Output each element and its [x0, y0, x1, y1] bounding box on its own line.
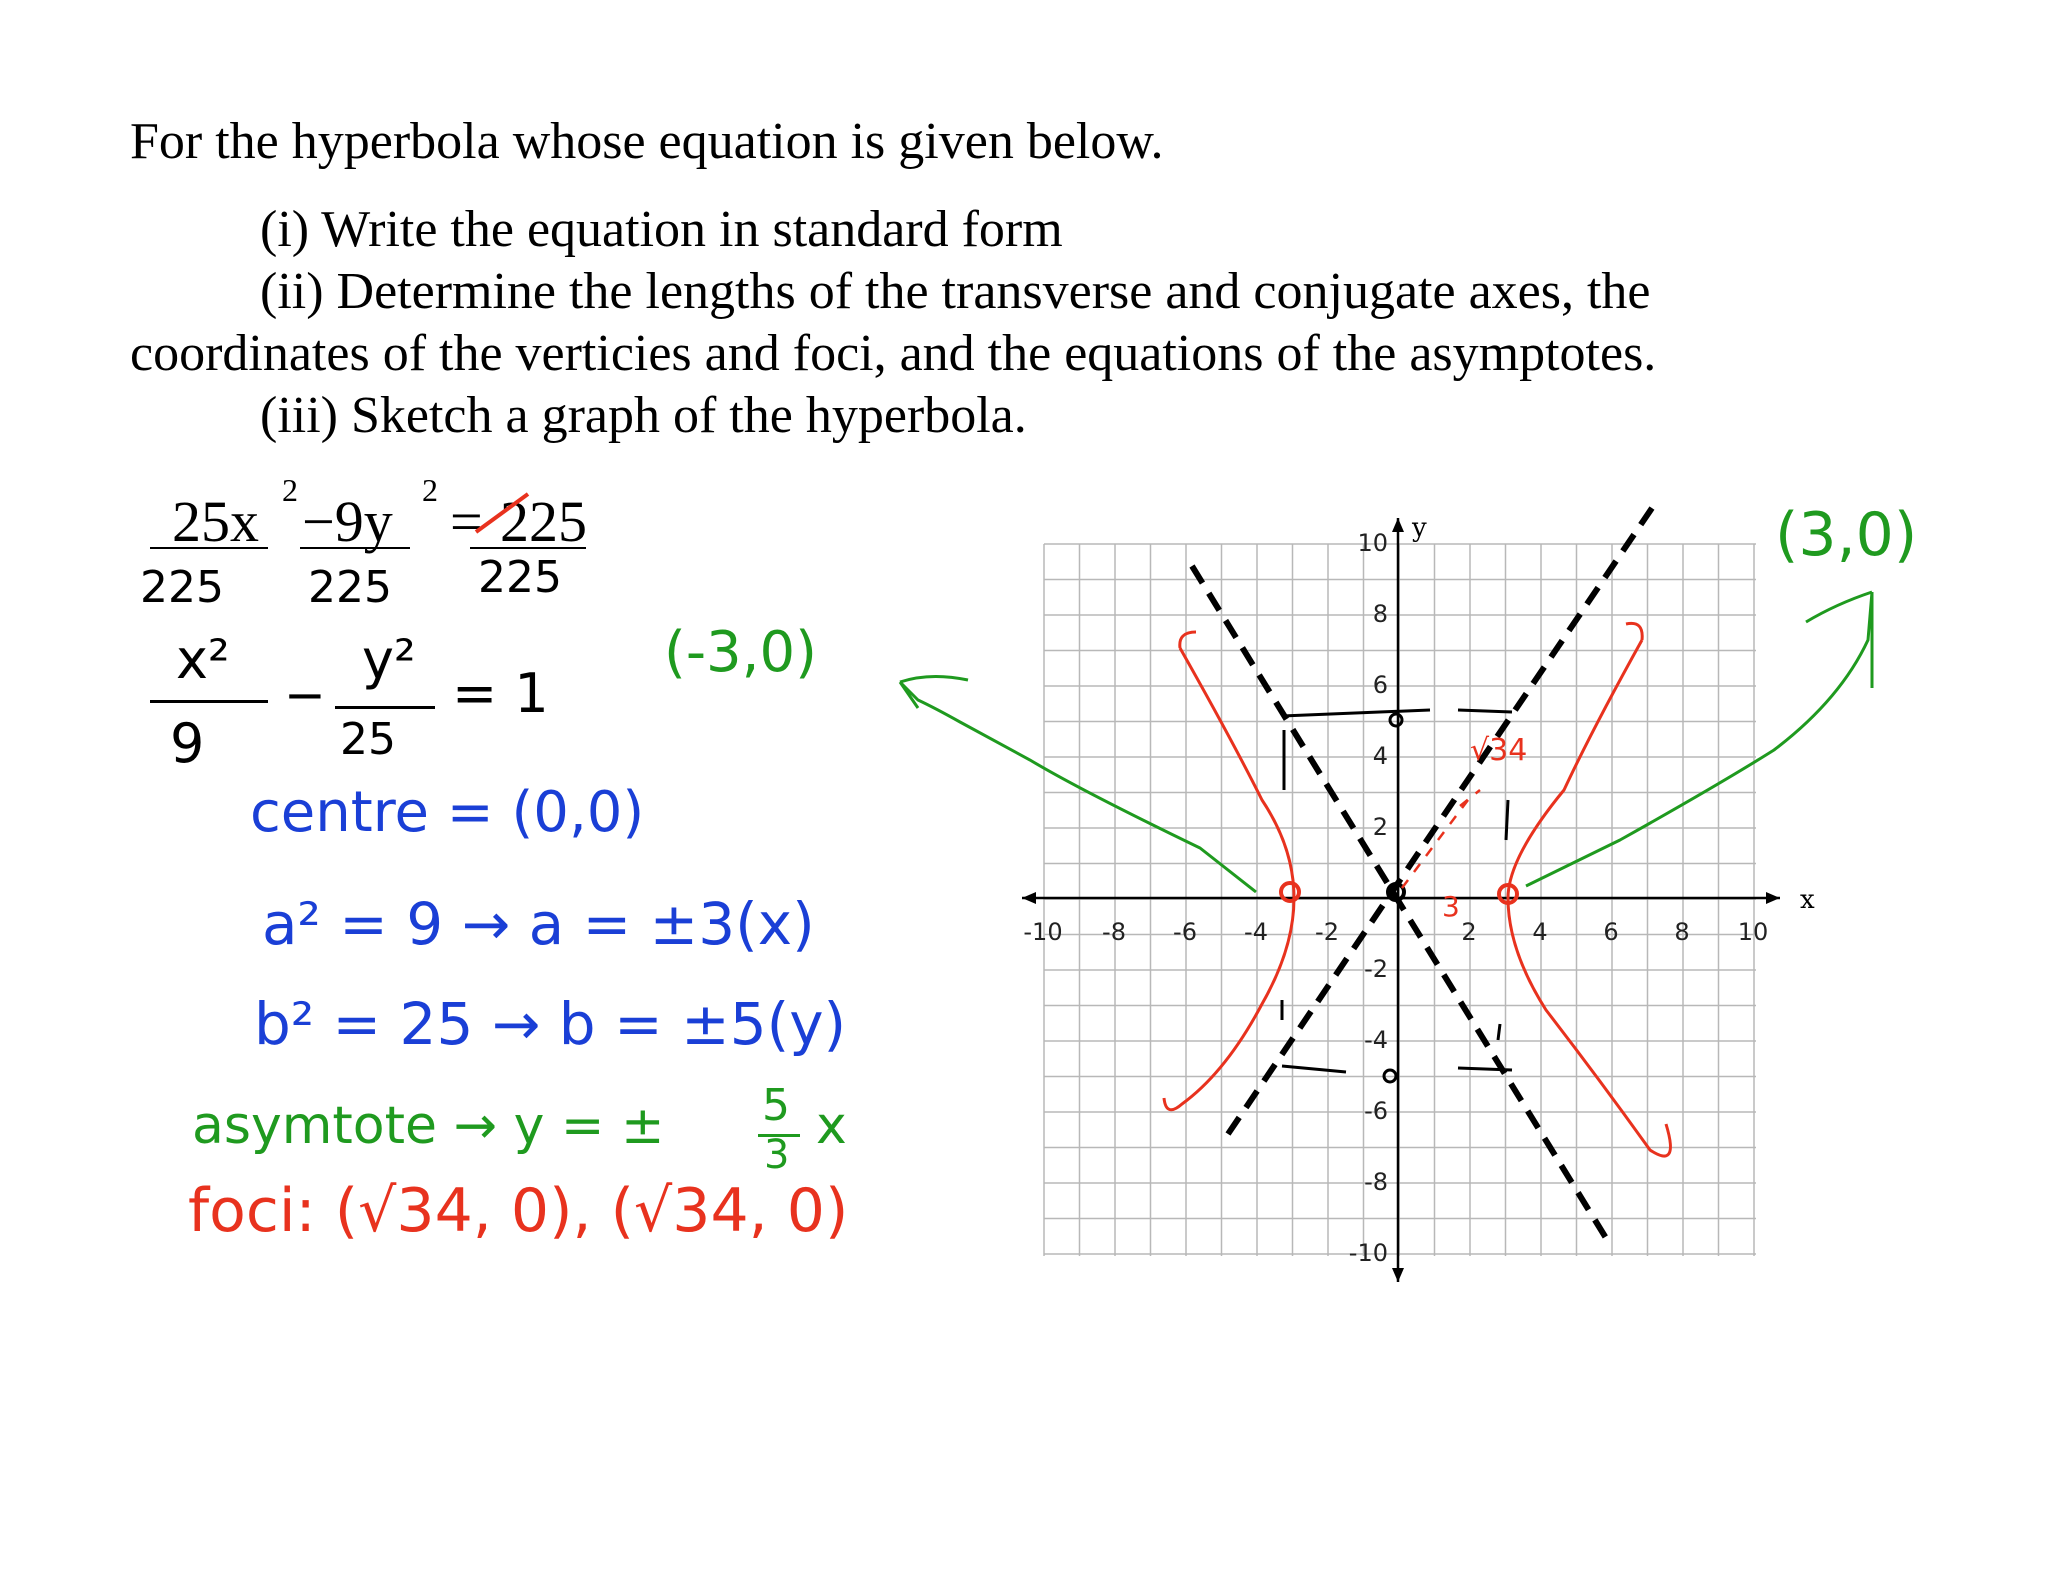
x-tick-label: 8 [1674, 918, 1690, 946]
asymptote-lines [1192, 508, 1652, 1238]
asymptote-line: asymtote → y = ± [192, 1096, 665, 1156]
standard-form-minus: − [284, 666, 326, 724]
problem-step-3: (iii) Sketch a graph of the hyperbola. [260, 387, 1027, 444]
left-vertex-arrow [900, 676, 1256, 892]
y-tick-label: 2 [1372, 813, 1388, 841]
rhs-strike [476, 494, 528, 532]
equation-exponent-y: 2 [422, 472, 438, 508]
standard-form-equals-one: = 1 [452, 662, 549, 725]
y-tick-label: 6 [1372, 671, 1388, 699]
problem-step-1: (i) Write the equation in standard form [260, 201, 1063, 258]
focal-distance [1402, 790, 1480, 888]
divisor-1: 225 [140, 562, 224, 613]
standard-form-x-denominator: 9 [170, 712, 205, 775]
co-vertex-top [1390, 714, 1402, 726]
x-tick-label: 2 [1461, 918, 1477, 946]
equation-term-x: 25x [172, 489, 259, 554]
asymptote-slope-numerator: 5 [762, 1080, 790, 1131]
y-tick-label: -2 [1364, 955, 1388, 983]
y-tick-label: 4 [1372, 742, 1388, 770]
x-tick-label: 10 [1737, 918, 1769, 946]
right-vertex-label: (3,0) [1775, 500, 1918, 570]
divisor-3: 225 [478, 552, 562, 603]
x-tick-label: -6 [1173, 918, 1197, 946]
centre-line: centre = (0,0) [250, 780, 645, 845]
x-tick-label: 4 [1532, 918, 1548, 946]
y-tick-label: -4 [1364, 1026, 1388, 1054]
equation-term-y: −9y [302, 489, 393, 554]
x-axis-arrow-left [1022, 892, 1036, 904]
x-tick-label: -4 [1244, 918, 1268, 946]
y-axis-arrow-down [1392, 1268, 1404, 1282]
right-vertex-arrow [1526, 592, 1872, 886]
a-value-line: a² = 9 → a = ±3(x) [262, 890, 815, 958]
asymptote-x: x [816, 1096, 847, 1156]
equation-rhs: 225 [500, 489, 587, 554]
problem-intro: For the hyperbola whose equation is given below. [130, 113, 1164, 170]
standard-form-x-numerator: x² [176, 628, 230, 691]
standard-form-y-numerator: y² [362, 628, 416, 691]
b-value-line: b² = 25 → b = ±5(y) [254, 990, 847, 1058]
focal-distance-label: √34 [1470, 733, 1528, 768]
graph-tick-labels [1023, 513, 1815, 1267]
x-axis-label: x [1800, 885, 1815, 915]
y-tick-label: -6 [1364, 1097, 1388, 1125]
equation-exponent-x: 2 [282, 472, 298, 508]
x-tick-label: -2 [1315, 918, 1339, 946]
y-tick-label: 8 [1372, 600, 1388, 628]
x-axis-arrow-right [1766, 892, 1780, 904]
equation-equals: = [450, 489, 483, 554]
semi-axis-label: 3 [1442, 890, 1460, 923]
x-tick-label: -8 [1102, 918, 1126, 946]
divisor-2: 225 [308, 562, 392, 613]
y-axis-arrow-up [1392, 518, 1404, 532]
standard-form-y-denominator: 25 [340, 714, 396, 765]
left-vertex-label: (-3,0) [664, 620, 817, 685]
y-tick-label: -10 [1348, 1239, 1388, 1267]
foci-line: foci: (√34, 0), (√34, 0) [188, 1176, 849, 1246]
x-tick-label: -10 [1023, 918, 1063, 946]
x-tick-label: 6 [1603, 918, 1619, 946]
problem-step-2b: coordinates of the verticies and foci, and the equations of the asymptotes. [130, 325, 1657, 382]
problem-step-2a: (ii) Determine the lengths of the transverse and conjugate axes, the [260, 263, 1651, 320]
y-tick-label: 10 [1357, 529, 1388, 557]
asymptote-positive [1228, 508, 1652, 1134]
asymptote-slope-denominator: 3 [764, 1132, 790, 1178]
y-tick-label: -8 [1364, 1168, 1388, 1196]
y-axis-label: y [1412, 513, 1427, 543]
